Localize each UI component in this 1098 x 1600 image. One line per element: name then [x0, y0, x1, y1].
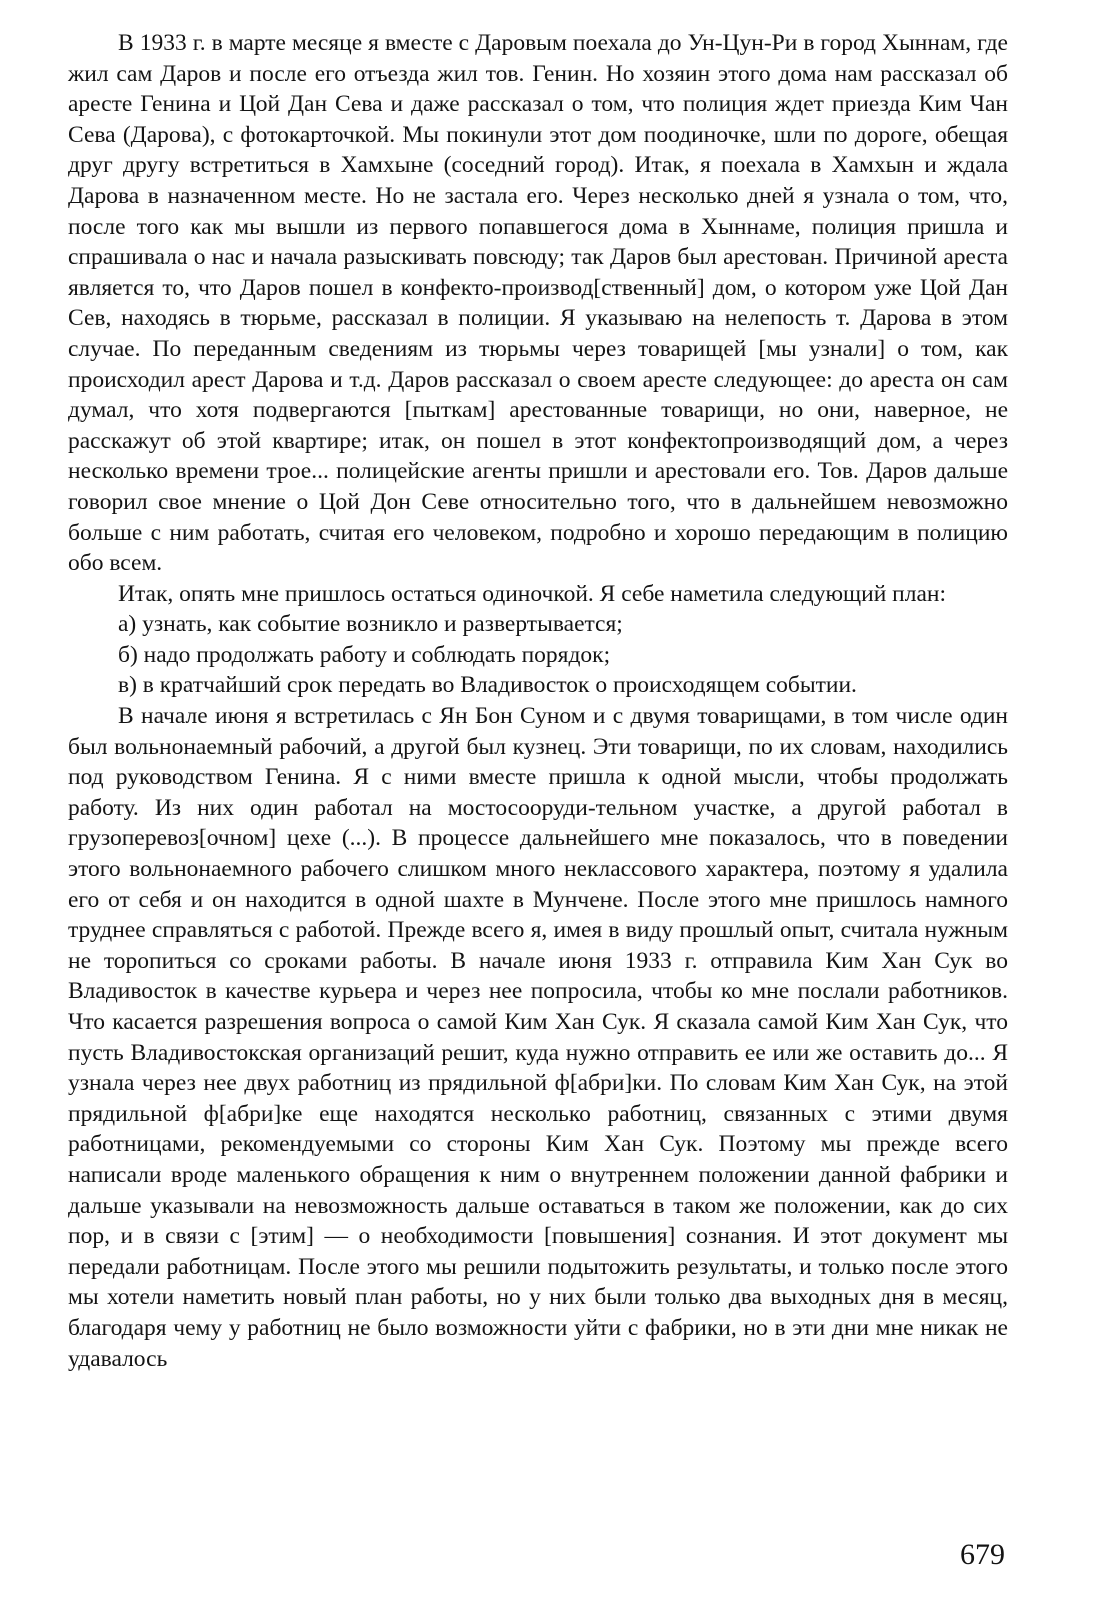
- paragraph-arrest-of-darov: В 1933 г. в марте месяце я вместе с Даровым поехала до Ун-Цун-Ри в город Хыннам, где жил сам Даров и после его отъезда жил тов. Генин. Но хозяин этого дома нам рассказал об аресте Генина и Цой Дан Сева и даже рассказал о том, что полиция ждет приезда Ким Чан Сева (Дарова), с фотокарточкой. Мы покинули этот дом поодиночке, шли по дороге, обещая друг другу встретиться в Хамхыне (соседний город). Итак, я поехала в Хамхын и ждала Дарова в назначенном месте. Но не застала его. Через несколько дней я узнала о том, что, после того как мы вышли из первого попавшегося дома в Хыннаме, полиция пришла и спрашивала о нас и начала разыскивать повсюду; так Даров был арестован. Причиной ареста является то, что Даров пошел в конфекто-производ[ственный] дом, о котором уже Цой Дан Сев, находясь в тюрьме, рассказал в полиции. Я указываю на нелепость т. Дарова в этом случае. По переданным сведениям из тюрьмы через товарищей [мы узнали] о том, как происходил арест Дарова и т.д. Даров рассказал о своем аресте следующее: до ареста он сам думал, что хотя подвергаются [пыткам] арестованные товарищи, но они, наверное, не расскажут об этой квартире; итак, он пошел в этот конфектопроизводящий дом, а через несколько времени трое... полицейские агенты пришли и арестовали его. Тов. Даров дальше говорил свое мнение о Цой Дон Севе относительно того, что в дальнейшем невозможно больше с ним работать, считая его человеком, подробно и хорошо передающим в полицию обо всем.: [68, 30, 1008, 577]
- document-page: [68, 28, 1008, 1374]
- plan-list-item-c: в) в кратчайший срок передать во Владивосток о происходящем событии.: [118, 672, 857, 699]
- paragraph-june-meeting: В начале июня я встретилась с Ян Бон Суном и с двумя товарищами, в том числе один был вольнонаемный рабочий, а другой был кузнец. Эти товарищи, по их словам, находились под руководством Генина. Я с ними вместе пришла к одной мысли, чтобы продолжать работу. Из них один работал на мостосооруди-тельном участке, а другой работал в грузоперевоз[очном] цехе (...). В процессе дальнейшего мне показалось, что в поведении этого вольнонаемного рабочего слишком много неклассового характера, поэтому я удалила его от себя и он находится в одной шахте в Мунчене. После этого мне пришлось намного труднее справляться с работой. Прежде всего я, имея в виду прошлый опыт, считала нужным не торопиться со сроками работы. В начале июня 1933 г. отправила Ким Хан Сук во Владивосток в качестве курьера и через нее попросила, чтобы ко мне послали работников. Что касается разрешения вопроса о самой Ким Хан Сук. Я сказала самой Ким Хан Сук, что пусть Владивостокская организаций решит, куда нужно отправить ее или же оставить до... Я узнала через нее двух работниц из прядильной ф[абри]ки. По словам Ким Хан Сук, на этой прядильной ф[абри]ке еще находятся несколько работниц, связанных с этими двумя работницами, рекомендуемыми со стороны Ким Хан Сук. Поэтому мы прежде всего написали вроде маленького обращения к ним о внутреннем положении данной фабрики и дальше указывали на невозможность дальше оставаться в таком же положении, как до сих пор, и в связи с [этим] — о необходимости [повышения] сознания. И этот документ мы передали работницам. После этого мы решили подытожить результаты, и только после этого мы хотели наметить новый план работы, но у них были только два выходных дня в месяц, благодаря чему у работниц не было возможности уйти с фабрики, но в эти дни мне никак не удавалось: [68, 703, 1008, 1372]
- page-number: 679: [960, 1538, 1005, 1571]
- plan-list-item-b: б) надо продолжать работу и соблюдать порядок;: [118, 641, 611, 668]
- plan-list-item-a: а) узнать, как событие возникло и развертывается;: [118, 611, 623, 638]
- paragraph-plan-intro: Итак, опять мне пришлось остаться одиночкой. Я себе наметила следующий план:: [118, 580, 946, 607]
